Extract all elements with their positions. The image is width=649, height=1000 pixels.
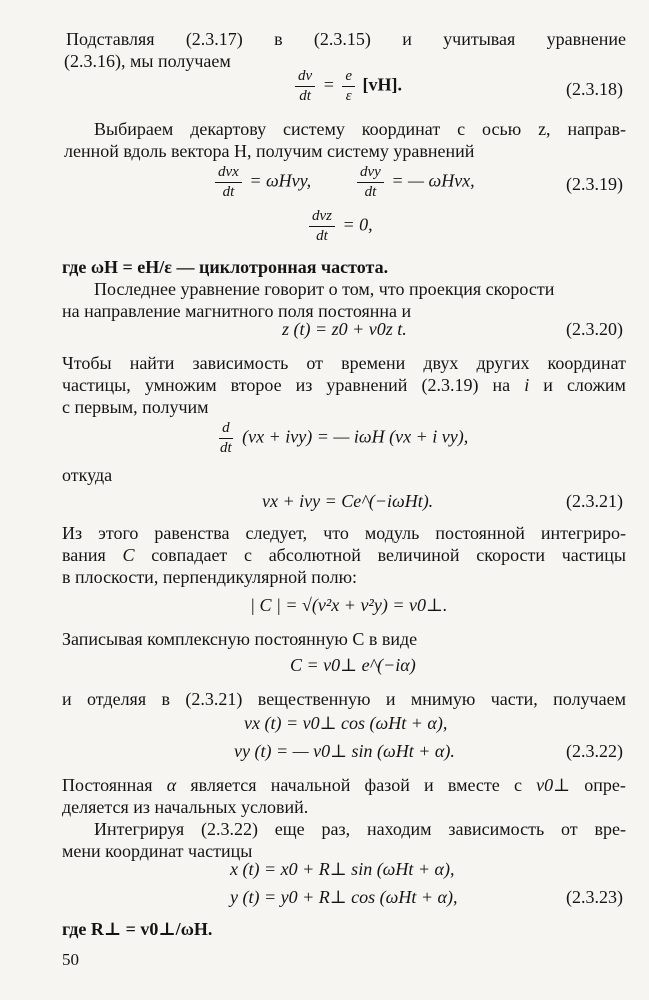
word: в	[274, 29, 283, 49]
word: находим	[366, 819, 432, 839]
word: z,	[538, 119, 551, 139]
word: двух	[423, 353, 459, 373]
word: и	[543, 375, 553, 395]
eq-label-2-3-22: (2.3.22)	[566, 741, 623, 761]
p7-line1	[62, 522, 626, 544]
p5-line2	[62, 374, 626, 396]
p11-line2: мени координат частицы	[62, 841, 253, 861]
word: декартову	[190, 119, 267, 139]
word: фазой	[364, 775, 410, 795]
word: сложим	[566, 375, 626, 395]
word: частицы	[561, 545, 626, 565]
word: раз,	[321, 819, 351, 839]
p7-line2	[62, 544, 626, 566]
word: от	[561, 819, 578, 839]
equation-2-3-19b	[354, 164, 475, 201]
word: Интегрируя	[94, 819, 185, 839]
word: других	[476, 353, 530, 373]
word: от	[306, 353, 324, 373]
fraction: $\frac{\text{dvy}}{dt}$	[357, 164, 384, 201]
word: опре-	[584, 775, 626, 795]
word: из	[295, 375, 313, 395]
word: осью	[482, 119, 522, 139]
word: найти	[129, 353, 175, 373]
word: Выбираем	[94, 119, 174, 139]
word: координат	[547, 353, 626, 373]
word: зависимость	[192, 353, 289, 373]
word: и	[385, 689, 396, 709]
word: направ-	[567, 119, 626, 139]
p9-line1	[62, 688, 626, 710]
word: и	[424, 775, 434, 795]
word: (2.3.17)	[185, 29, 243, 49]
rhs: = ωHvy,	[249, 170, 312, 191]
word: равенства	[154, 523, 230, 543]
p1-line1	[66, 28, 626, 50]
word: на	[492, 375, 511, 395]
fraction: $\frac{e}{\varepsilon}$	[342, 68, 355, 105]
rhs: = — ωHvx,	[391, 170, 475, 191]
word: с	[457, 119, 466, 139]
rhs: (vx + ivy) = — iωH (vx + i vy),	[242, 426, 469, 447]
fraction: $\frac{\text{dvz}}{dt}$	[309, 208, 335, 245]
p10-line2: деляется из начальных условий.	[62, 797, 309, 817]
p11-line1	[94, 818, 626, 840]
p5-line1	[62, 352, 626, 374]
equation-2-3-20: z (t) = z0 + v0z t.	[282, 319, 407, 339]
eq-label-2-3-23: (2.3.23)	[566, 887, 623, 907]
eq-label-2-3-20: (2.3.20)	[566, 319, 623, 339]
equation-c-form: C = v0⊥ e^(−iα)	[290, 655, 416, 675]
word: (2.3.21)	[185, 689, 243, 709]
word: уравнение	[546, 29, 626, 49]
fraction: $\frac{dv}{dt}$	[295, 68, 315, 105]
word: Из	[62, 523, 83, 543]
p8-line1: Записывая комплексную постоянную C в виде	[62, 629, 418, 649]
word: Подставляя	[66, 29, 155, 49]
word: умножим	[144, 375, 217, 395]
equation-2-3-23a: x (t) = x0 + R⊥ sin (ωHt + α),	[230, 859, 455, 879]
word: и	[62, 689, 72, 709]
word: второе	[230, 375, 282, 395]
word: является	[190, 775, 257, 795]
word: координат	[361, 119, 441, 139]
word: в	[161, 689, 171, 709]
eq-label-2-3-18: (2.3.18)	[566, 79, 623, 99]
eq-label-2-3-19: (2.3.19)	[566, 174, 623, 194]
word: начальной	[270, 775, 351, 795]
p3-line1: где ωH = eH/ε — циклотронная частота.	[62, 257, 389, 277]
word: уравнений	[326, 375, 408, 395]
word: этого	[98, 523, 139, 543]
word: Постоянная	[62, 775, 153, 795]
word: следует,	[245, 523, 308, 543]
word: с	[513, 775, 522, 795]
rhs: [vH].	[362, 74, 402, 95]
word: с	[244, 545, 252, 565]
p4-line2: на направление магнитного поля постоянна и	[62, 301, 412, 321]
p2-line2: ленной вдоль вектора H, получим систему уравнений	[64, 141, 475, 161]
equation-2-3-19a	[212, 164, 311, 201]
word: вместе	[447, 775, 500, 795]
word: величиной	[377, 545, 460, 565]
page-number: 50	[62, 950, 79, 969]
word: Чтобы	[62, 353, 112, 373]
word: учитывая	[443, 29, 516, 49]
word: систему	[283, 119, 345, 139]
equation-modulus-c: | C | = √(v²x + v²y) = v0⊥.	[250, 595, 448, 615]
p4-line1: Последнее уравнение говорит о том, что проекция скорости	[94, 279, 555, 299]
word: вещественную	[257, 689, 371, 709]
word: интегриро-	[540, 523, 626, 543]
equation-2-3-23b: y (t) = y0 + R⊥ cos (ωHt + α),	[230, 887, 458, 907]
word: что	[323, 523, 349, 543]
p7-line3: в плоскости, перпендикулярной полю:	[62, 567, 358, 587]
eq-label-2-3-21: (2.3.21)	[566, 491, 623, 511]
rhs: = 0,	[342, 214, 373, 235]
word: получаем	[553, 689, 626, 709]
p6-line1: откуда	[62, 465, 113, 485]
word: модуль	[364, 523, 420, 543]
fraction: $\frac{d}{dt}$	[220, 420, 232, 456]
p5-line3: с первым, получим	[62, 397, 209, 417]
word: еще	[274, 819, 305, 839]
p1-line2: (2.3.16), мы получаем	[64, 51, 231, 71]
equation-2-3-19c	[306, 208, 373, 245]
p12-line1: где R⊥ = v0⊥/ωH.	[62, 919, 213, 939]
word: i	[524, 375, 530, 395]
word: C	[122, 545, 135, 565]
equation-2-3-21: vx + ivy = Ce^(−iωHt).	[262, 491, 434, 511]
word: абсолютной	[268, 545, 361, 565]
word: отделяя	[87, 689, 147, 709]
word: (2.3.19)	[421, 375, 479, 395]
word: части,	[490, 689, 538, 709]
equation-2-3-22a: vx (t) = v0⊥ cos (ωHt + α),	[244, 713, 448, 733]
word: и	[402, 29, 412, 49]
equation-complex-velocity	[214, 420, 468, 457]
word: времени	[341, 353, 406, 373]
word: совпадает	[151, 545, 228, 565]
word: вания	[62, 545, 106, 565]
p10-line1	[62, 774, 626, 796]
word: частицы,	[62, 375, 131, 395]
word: скорости	[476, 545, 546, 565]
equation-2-3-18: $\frac{dv}{dt}$ = $\frac{e}{\varepsilon}$ [vH].	[292, 68, 402, 105]
equation-2-3-22b: vy (t) = — v0⊥ sin (ωHt + α).	[234, 741, 455, 761]
word: мнимую	[410, 689, 476, 709]
word: v0⊥	[536, 775, 571, 795]
word: α	[166, 775, 177, 795]
word: (2.3.15)	[313, 29, 371, 49]
p2-line1	[94, 118, 626, 140]
word: зависимость	[448, 819, 545, 839]
fraction: $\frac{\text{dvx}}{dt}$	[215, 164, 242, 201]
word: постоянной	[435, 523, 525, 543]
word: (2.3.22)	[200, 819, 258, 839]
word: вре-	[594, 819, 626, 839]
